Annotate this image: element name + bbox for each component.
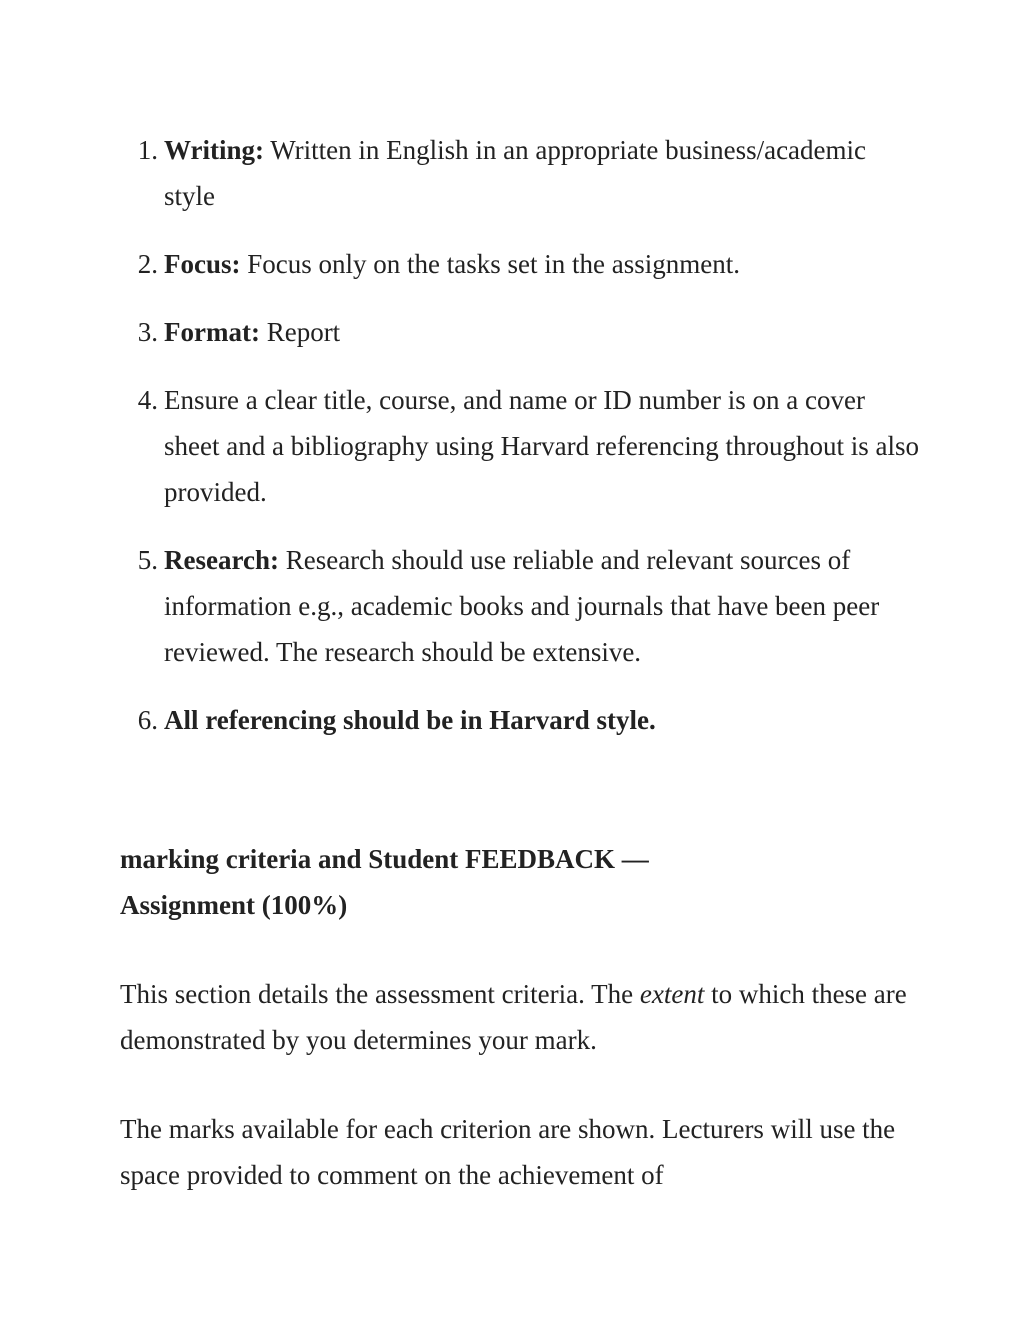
list-item-text: Focus only on the tasks set in the assignment. [240, 249, 740, 279]
list-item-number: 6. [137, 705, 158, 735]
list-item-number: 3. [137, 317, 158, 347]
list-item-text: Ensure a clear title, course, and name or ID number is on a cover sheet and a bibliography using Harvard referencing throughout is also provided. [164, 385, 920, 507]
list-item-text: All referencing should be in Harvard style. [164, 705, 656, 735]
list-item-number: 1. [137, 135, 158, 165]
paragraph-text: to which these are demonstrated by you determines your mark. [120, 979, 907, 1055]
section-heading-line1: marking criteria and Student FEEDBACK — [120, 844, 649, 874]
list-item-text: Research should use reliable and relevant sources of information e.g., academic books and journals that have been peer reviewed. The research should be extensive. [164, 545, 880, 667]
list-item [120, 537, 920, 675]
criteria-intro-paragraph [120, 971, 920, 1063]
list-item-heading: Format: [164, 317, 260, 347]
list-item [120, 309, 920, 355]
list-item-number: 4. [137, 385, 158, 415]
requirements-list [120, 127, 920, 765]
section-heading [120, 836, 880, 928]
list-item [120, 697, 920, 743]
list-item [120, 241, 920, 287]
list-item-text: Report [259, 317, 341, 347]
section-heading-line2: Assignment (100%) [120, 890, 348, 920]
marks-paragraph [120, 1106, 920, 1198]
list-item-heading: Writing: [164, 135, 264, 165]
list-item [120, 127, 920, 219]
list-item-number: 5. [137, 545, 158, 575]
paragraph-text: The marks available for each criterion are shown. Lecturers will use the space provided to comment on the achievement of [120, 1114, 896, 1190]
paragraph-text: This section details the assessment criteria. The [120, 979, 640, 1009]
list-item [120, 377, 920, 515]
list-item-heading: Research: [164, 545, 279, 575]
emphasis-text: extent [639, 979, 705, 1009]
list-item-text: Written in English in an appropriate business/academic style [164, 135, 867, 211]
list-item-heading: Focus: [164, 249, 241, 279]
list-item-number: 2. [137, 249, 158, 279]
